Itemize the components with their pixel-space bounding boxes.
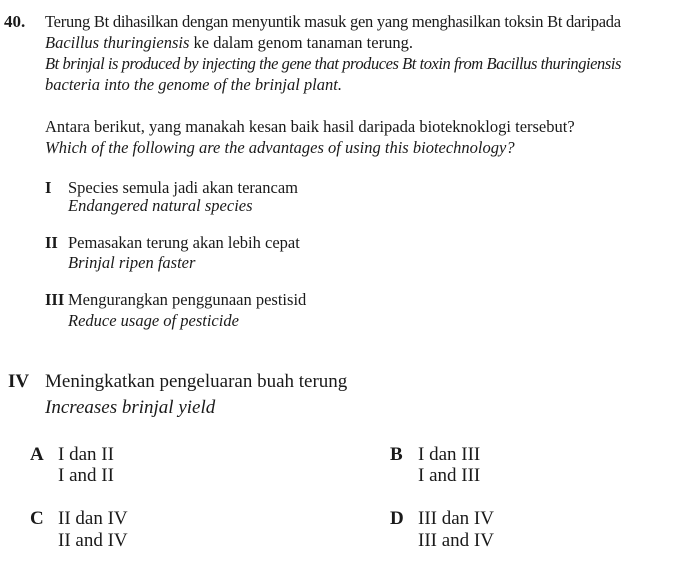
question-stem-ms-line2 [45,33,413,53]
statement-text-ms: Meningkatkan pengeluaran buah terung [45,371,348,392]
option-text-en: I and II [58,465,114,486]
question-prompt-en: Which of the following are the advantages of using this biotechnology? [45,138,515,157]
statement-label: II [45,233,58,252]
species-name: Bacillus thuringiensis [45,33,190,52]
option-text-en: III and IV [418,530,494,551]
option-text-en: I and III [418,465,481,486]
option-text-ms: II dan IV [58,508,128,529]
statement-text-en: Endangered natural species [68,196,253,215]
option-label: C [30,508,44,529]
question-prompt-ms: Antara berikut, yang manakah kesan baik hasil daripada bioteknoklogi tersebut? [45,117,575,136]
statement-text-ms: Species semula jadi akan terancam [68,178,298,197]
option-label: B [390,444,403,465]
question-stem-en-line2: bacteria into the genome of the brinjal plant. [45,75,342,94]
option-label: A [30,444,44,465]
question-number: 40. [4,12,26,31]
statement-label: III [45,290,65,309]
question-stem-en-line1: Bt brinjal is produced by injecting the gene that produces Bt toxin from Bacillus thuringiensis [45,54,621,73]
statement-text-en: Reduce usage of pesticide [68,311,239,330]
option-text-ms: I dan II [58,444,114,465]
option-text-en: II and IV [58,530,128,551]
statement-label: IV [8,371,30,392]
stem-ms-rest: ke dalam genom tanaman terung. [189,33,413,52]
statement-text-en: Increases brinjal yield [45,397,216,418]
question-stem-ms-line1: Terung Bt dihasilkan dengan menyuntik masuk gen yang menghasilkan toksin Bt daripada [45,12,621,31]
statement-text-en: Brinjal ripen faster [68,253,196,272]
option-label: D [390,508,404,529]
statement-text-ms: Mengurangkan penggunaan pestisid [68,290,307,309]
option-text-ms: I dan III [418,444,481,465]
option-text-ms: III dan IV [418,508,494,529]
statement-label: I [45,178,52,197]
statement-text-ms: Pemasakan terung akan lebih cepat [68,233,300,252]
